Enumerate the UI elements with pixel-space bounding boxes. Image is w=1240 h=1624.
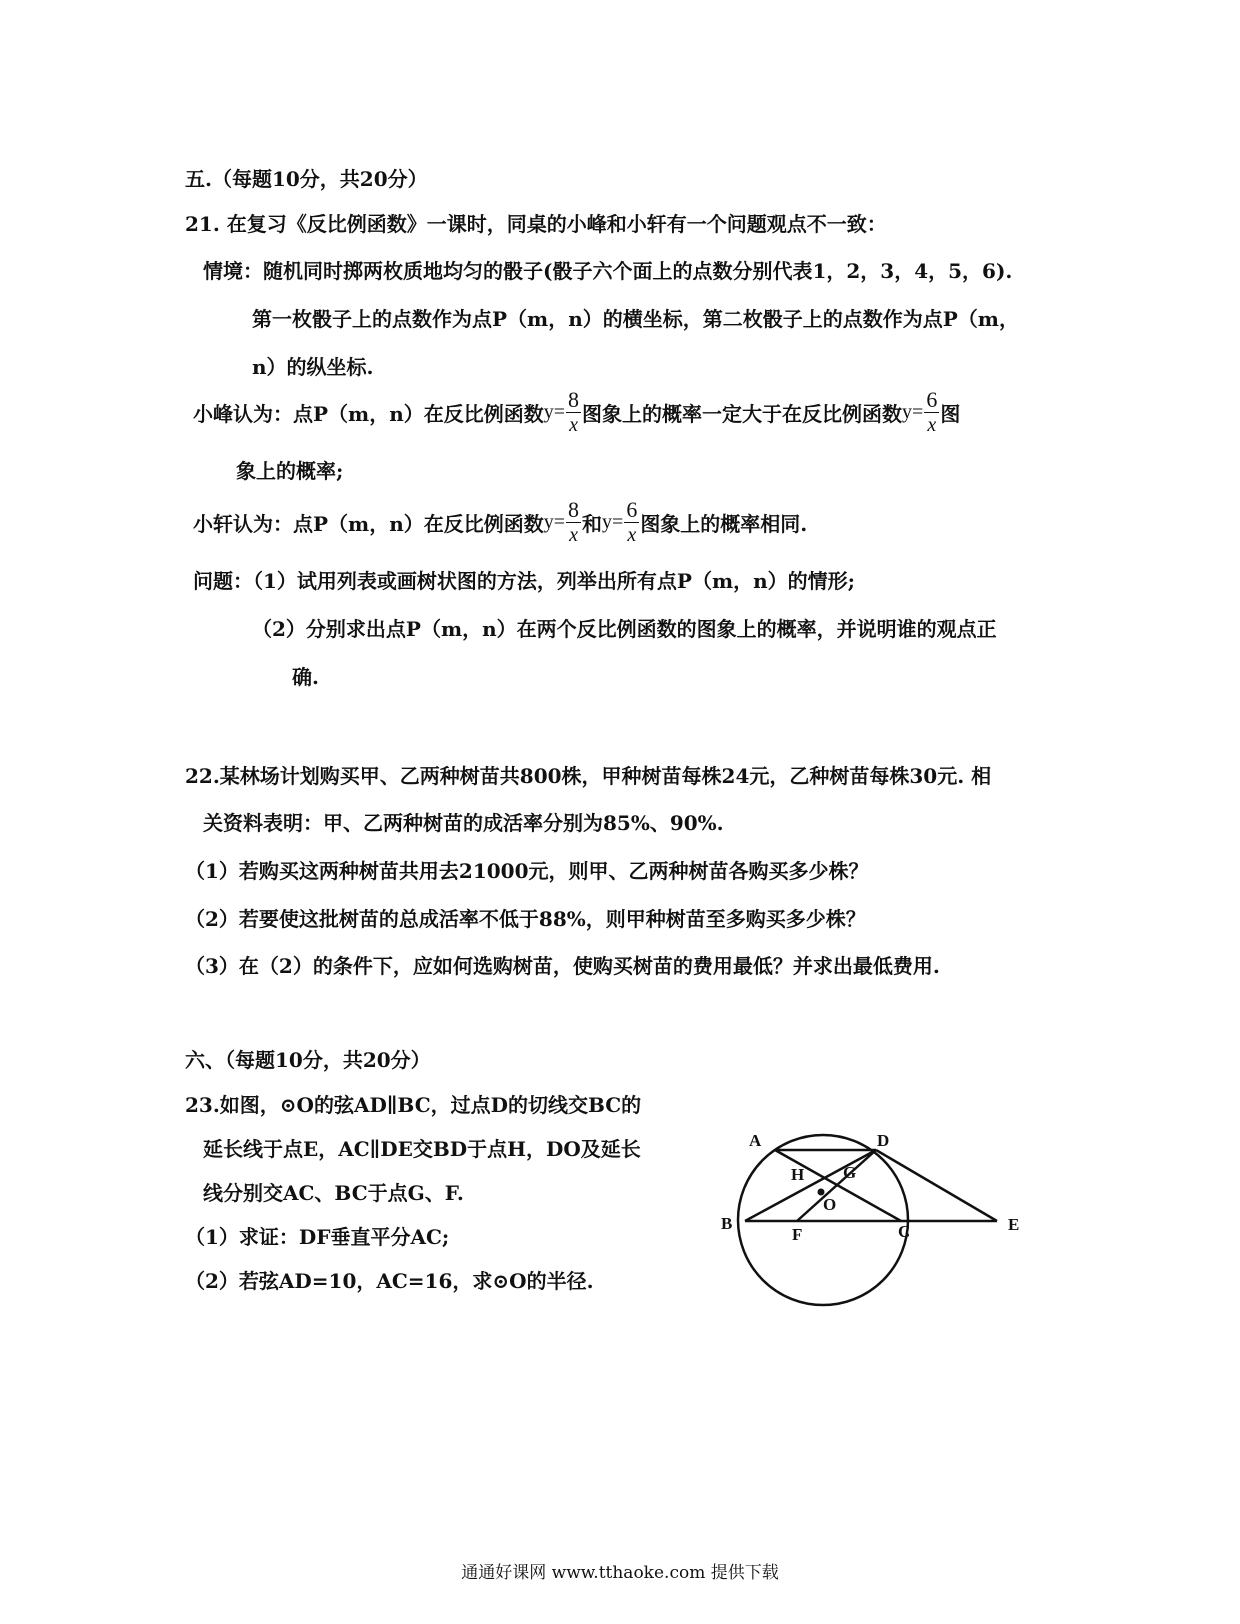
fraction-8-over-x [566, 498, 581, 547]
fraction-6-over-x [624, 498, 639, 547]
equation-y-eq: y= [543, 401, 566, 423]
q21-xuan-text-a: 小轩认为：点P（m，n）在反比例函数 [193, 512, 544, 536]
q21-scenario-line-1: 情境：随机同时掷两枚质地均匀的骰子(骰子六个面上的点数分别代表1，2，3，4，5，6). [203, 259, 1013, 283]
q21-xuan-opinion [193, 498, 807, 547]
equation-y-eq: y= [902, 401, 924, 423]
q21-scenario-line-3: n）的纵坐标. [252, 355, 374, 379]
q21-feng-text-c: 图 [940, 402, 961, 426]
fraction-denominator: x [569, 414, 578, 436]
q21-intro: 21. 在复习《反比例函数》一课时，同桌的小峰和小轩有一个问题观点不一致： [185, 212, 887, 236]
q21-scenario-line-2: 第一枚骰子上的点数作为点P（m，n）的横坐标，第二枚骰子上的点数作为点P（m， [252, 307, 1019, 331]
fraction-8-over-x [566, 388, 581, 437]
q22-part-2: （2）若要使这批树苗的总成活率不低于88%，则甲种树苗至多购买多少株？ [185, 907, 866, 931]
label-g: G [843, 1163, 857, 1182]
label-a: A [749, 1131, 762, 1150]
fraction-denominator: x [927, 414, 937, 436]
geometry-figure [721, 1120, 1065, 1330]
section-5-title: 五.（每题10分，共20分） [185, 167, 428, 191]
label-d: D [877, 1131, 890, 1150]
section-6-title: 六、（每题10分，共20分） [185, 1048, 431, 1072]
q22-part-3: （3）在（2）的条件下，应如何选购树苗，使购买树苗的费用最低？并求出最低费用. [185, 954, 940, 978]
q21-question-2-cont: 确. [292, 665, 319, 689]
fraction-6-over-x [924, 388, 939, 437]
q23-part-2: （2）若弦AD=10，AC=16，求⊙O的半径. [185, 1269, 594, 1293]
label-o: O [823, 1195, 837, 1214]
tangent-de [876, 1150, 997, 1221]
fraction-denominator: x [627, 524, 637, 546]
q23-part-1: （1）求证：DF垂直平分AC; [185, 1225, 450, 1249]
q21-question-2: （2）分别求出点P（m，n）在两个反比例函数的图象上的概率，并说明谁的观点正 [252, 617, 997, 641]
q21-xuan-text-c: 图象上的概率相同. [640, 512, 808, 536]
equation-y-eq: y= [543, 511, 566, 533]
fraction-numerator: 8 [568, 387, 580, 412]
label-c: C [898, 1222, 911, 1241]
label-b: B [721, 1214, 733, 1233]
q21-feng-opinion-cont: 象上的概率; [236, 459, 344, 483]
q21-question-1: 问题：（1）试用列表或画树状图的方法，列举出所有点P（m，n）的情形; [193, 569, 856, 593]
fraction-denominator: x [569, 524, 578, 546]
equation-y-eq: y= [602, 511, 624, 533]
fraction-numerator: 8 [568, 497, 580, 522]
q22-part-1: （1）若购买这两种树苗共用去21000元，则甲、乙两种树苗各购买多少株？ [185, 859, 869, 883]
q21-feng-text-a: 小峰认为：点P（m，n）在反比例函数 [193, 402, 544, 426]
fraction-numerator: 6 [926, 387, 938, 412]
footer-credit: 通通好课网 www.tthaoke.com 提供下载 [461, 1563, 779, 1583]
q23-line-3: 线分别交AC、BC于点G、F. [203, 1181, 464, 1205]
q21-feng-opinion [193, 388, 960, 437]
label-e: E [1008, 1215, 1020, 1234]
q23-line-2: 延长线于点E，AC∥DE交BD于点H，DO及延长 [203, 1137, 641, 1161]
q23-line-1: 23.如图，⊙O的弦AD∥BC，过点D的切线交BC的 [185, 1093, 642, 1117]
label-f: F [792, 1225, 803, 1244]
q21-xuan-text-b: 和 [582, 512, 603, 536]
q22-line-2: 关资料表明：甲、乙两种树苗的成活率分别为85%、90%. [203, 811, 724, 835]
q21-feng-text-b: 图象上的概率一定大于在反比例函数 [582, 402, 903, 426]
fraction-numerator: 6 [626, 497, 638, 522]
label-h: H [791, 1165, 805, 1184]
q22-line-1: 22.某林场计划购买甲、乙两种树苗共800株，甲种树苗每株24元，乙种树苗每株30元. 相 [185, 764, 992, 788]
